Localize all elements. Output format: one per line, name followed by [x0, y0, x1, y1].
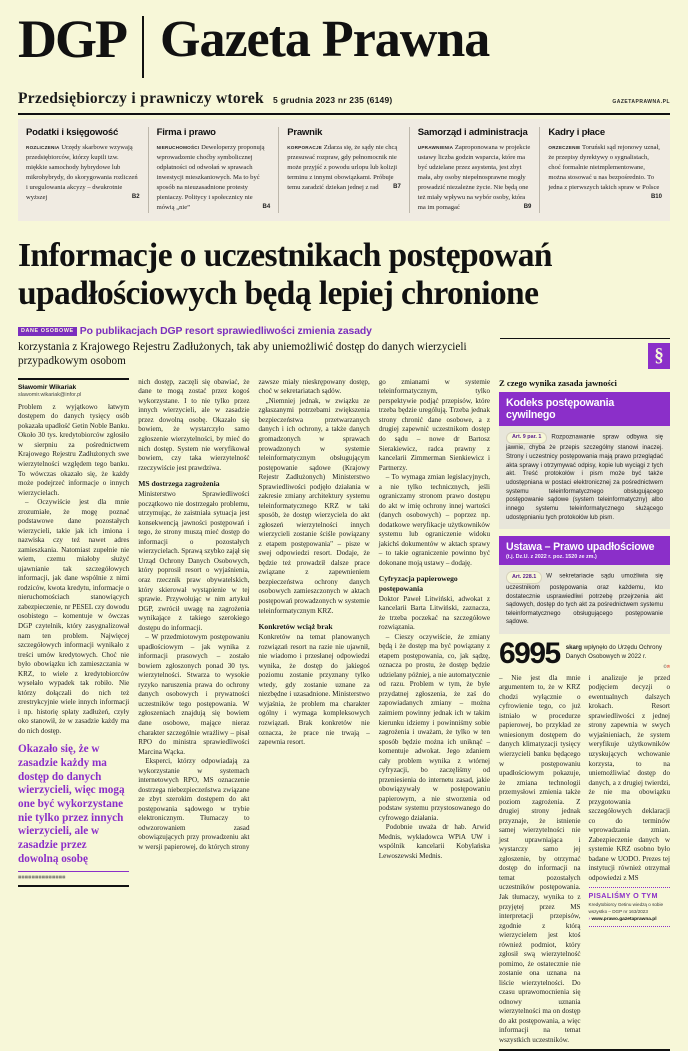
related-promo[interactable]	[589, 887, 671, 927]
section-body: Zaproponowana w projekcie ustawy liczba godzin wsparcia, które ma być udzielane przez asystenta, jest zbyt mała, aby osoby niepełnosprawne mogły prowadzić niezależne życie. Nie będą one też miały wpływu na wybór osoby, która ma im pomagać	[417, 144, 531, 212]
section-body: Zdarza się, że sądy nie chcą przesuwać rozpraw, gdy pełnomocnik nie może przyjść z powodu urlopu lub kolizji terminu z innymi obowiązkami. Próbuje temu zaradzić dziekan jednej z rad	[287, 144, 398, 192]
section-teaser-lawyer[interactable]	[278, 127, 409, 213]
masthead	[18, 0, 670, 78]
section-teaser-hr-payroll[interactable]	[539, 127, 670, 213]
lawbox-header	[499, 536, 670, 565]
paragraph: Podobnie uważa dr hab. Arwid Mednis, wykładowca WPiA UW i wspólnik kancelarii Kobylańska Lewoszewski Mednis.	[378, 823, 490, 860]
section-kicker: UPRAWNIENIA	[417, 145, 454, 150]
sidebar-rail	[499, 378, 670, 1051]
section-title: Firma i prawo	[156, 127, 216, 138]
article-badge: Art. 9 par. 1	[506, 432, 547, 445]
section-kicker: ORZECZENIE	[548, 145, 581, 150]
lawbox-title: Kodeks postępowania cywilnego	[506, 396, 615, 421]
logo-dgp[interactable]: DGP	[18, 9, 126, 69]
deck-row	[18, 321, 670, 369]
article-body	[18, 378, 670, 1051]
text-column-2	[138, 378, 249, 1051]
paragraph: Problem z wyjątkowo łatwym dostępem do danych tysięcy osób pokazała upadłość Getin Noble Banku. Około 30 tys. kredytobiorców zgłosiło w sierpniu za pośrednictwem Krajowego Rejestru Zadłużonych swe wierzytelności względem tego banku. To wówczas okazało się, że każdy może podejrzeć informacje o innych wierzycielach.	[18, 402, 130, 497]
pull-quote: Okazało się, że w zasadzie każdy ma dostęp do danych wierzycieli, więc mogą one być wykorzystane nie tylko przez innych wierzycieli, ale w zasadzie przez dowolną osobę	[18, 743, 125, 865]
text-column-4	[379, 378, 490, 1051]
paragraph: „Niemniej jednak, w związku ze zgłaszanymi potrzebami zwiększenia bezpieczeństwa przetwarzanych danych i ich ochrony, a także danych gromadzonych w sprawach prowadzonych w systemie teleinformatycznym obsługującym postępowanie sądowe (Krajowy Rejestr Zadłużonych) Ministerstwo Sprawiedliwości podjęło działania w zakresie zmiany architektury systemu teleinformatycznego KRZ w taki sposób, że dostęp wierzyciela do akt zgłoszeń wierzytelności innych wierzycieli zostanie ściśle powiązany z etapem postępowania" – pisze w swej odpowiedzi resort. Dodaje, że będzie też prowadził dalsze prace związane z zapewnieniem bezpieczeństwa ochrony danych osobowych zamieszczonych w aktach postępowań prowadzonych w systemie teleinformatycznym KRZ.	[258, 396, 370, 615]
lawbox-civil-procedure	[499, 392, 670, 529]
logo-title[interactable]: Gazeta Prawna	[160, 11, 490, 68]
statistic-source: ©℗	[663, 663, 670, 669]
paragraph: – Cieszy oczywiście, że zmiany będą i że dostęp ma być powiązany z etapem postępowania, co, jak sądzę, oznacza po prostu, że dostęp będzie udzielany później, a nie automatycznie od razu. Problem w tym, że byłe przydatnej zgłoszenia, że zaś do zapowiadanych zmiany – można zaimiem powinny jednak ich w takim kierunku idziemy i powinniśmy sobie zagrożenia i uważam, że tylko w ten sposób będzie można ich uniknąć – komentuje adwokat. Jego zdaniem cały problem wynika z wtórnej cyfryzacji, bo zaczęliśmy od przeniesienia do internetu zasad, jakie obowiązywały w postępowaniu papierowym, a nie stworzenia od podstaw systemu przystosowanego do cyfrowego działania.	[378, 632, 490, 822]
article-badge: Art. 228.1	[506, 571, 542, 584]
text-column-3	[259, 378, 370, 1051]
paragraph: Ministerstwo Sprawiedliwości początkowo nie dostrzegało problemu, utrzymując, że zaistniała sytuacja jest konsekwencją jawności postępowań i tego, że strony muszą mieć dostęp do informacji o pozostałych wierzycielach. Sprawą szybko zajął się Urząd Ochrony Danych Osobowych, który poprosił resort o wyjaśnienia, oraz rzecznik praw obywatelskich, który skierował wystąpienie w tej sprawie. Przywołując w nim artykuł DGP, zwrócił uwagę na zagrożenia wynikające z takiego szerokiego dostępu do informacji.	[138, 490, 250, 632]
lawbox-header	[499, 392, 670, 426]
pull-quote-rule: ▩▩▩▩▩▩▩▩▩▩▩▩▩▩	[18, 871, 129, 880]
rail-column-2	[589, 674, 671, 1046]
section-body: Urzędy skarbowe wzywają przedsiębiorców, którzy kupili tzw. miękkie samochody hybrydowe lub mikrohybrydy, do skorygowania rozliczeń i uregulowania akcyzy – dwukrotnie wyższej	[26, 144, 138, 202]
paragraph: – Oczywiście jest dla mnie zrozumiałe, że mogę poznać podstawowe dane pozostałych wierzycieli, takie jak ich imiona i nazwiska czy też nawet adres zamieszkania. Natomiast zupełnie nie wiem, czemu miałoby służyć ujawnianie tak szczegółowych informacji, jak dane wspólnie z nimi rodziców, kwota kredytu, informacje o nieruchomościach stanowiących zabezpieczenie, nr PESEL czy dowodu osobistego – komentuje w ówczas DGP czytelnik, który zasygnalizował nam ten problem. Najwięcej szczegółowych informacji wynikało z treści umów kredytowych. Choć nie było obowiązku ich zamieszczania w KRZ, to wiele z kredytobiorców wysełało wypadek tak robiło. Nie którzy dołączali do nich też zrestrykcyjnie wiele innych informacji i np. historię spłaty zadłużeń, czyły oko stanowił, że w zasadzie każdy ma do nich dostęp.	[18, 498, 130, 735]
subheading: MS dostrzega zagrożenia	[138, 479, 220, 489]
paragraph: i analizuje je przed podjęciem decyzji o ewentualnych dalszych krokach. Resort sprawiedliwości z jednej strony zapewnia w swych wyjaśnieniach, że system weryfikuje użytkowników uzyskujących wchowanie korzysta, to na uniemożliwiać dostęp do danych, a z drugiej twierdzi, że nie ma obowiązku przygotowania szczegółowych deklaracji co do terminów wprowadzania zmian. Zabezpieczenie danych w systemie KRZ osobno było badane w UODO. Prezes tej instytucji również otrzymał odpowiedzi z MS	[588, 673, 670, 882]
lawbox-title: Ustawa – Prawo upadłościowe	[506, 541, 655, 554]
lawbox-text: W sekretariacie sądu umożliwia się uczestnikom postępowania oraz każdemu, kto dostatecznie usprawiedliwi potrzebę przejrzenia akt sądowych, dostęp do tych akt za pośrednictwem systemu teleinformatycznego obsługującego postępowanie sądowe.	[506, 572, 663, 626]
section-teaser-taxes[interactable]	[18, 127, 148, 213]
page-ref: B4	[262, 204, 271, 211]
brandmark: GAZETAPRAWNA.PL	[612, 99, 670, 105]
rail-heading: Z czego wynika zasada jawności	[499, 377, 617, 388]
page-ref: B9	[523, 204, 532, 211]
section-title: Samorząd i administracja	[417, 127, 528, 138]
page-ref: B2	[131, 194, 140, 201]
section-text	[548, 143, 662, 201]
section-kicker: NIERUCHOMOŚCI	[156, 145, 200, 150]
section-kicker: KORPORACJE	[287, 145, 323, 150]
statistic-text	[566, 641, 670, 662]
pull-quote-bottom-rule	[18, 885, 129, 887]
main-text-columns	[18, 378, 490, 1051]
author-email[interactable]: slawomir.wikariak@infor.pl	[18, 391, 82, 398]
rail-column-1	[499, 674, 581, 1046]
deck-rest: korzystania z Krajowego Rejestru Zadłużonych, tak aby uniemożliwić dostęp do danych wierzycieli przypadkowym osobom	[18, 341, 467, 368]
statistic-block	[499, 637, 670, 671]
promo-heading: PISALIŚMY O TYM	[588, 891, 658, 901]
issue-info: 5 grudnia 2023 nr 235 (6149)	[272, 95, 393, 105]
section-text	[26, 143, 140, 203]
author-name: Sławomir Wikariak	[18, 383, 77, 391]
statistic-unit: skarg	[565, 644, 583, 652]
lawbox-text: Rozpoznawanie spraw odbywa się jawnie, chyba że przepis szczególny stanowi inaczej. Strony i uczestnicy postępowania mają prawo przeglądać akta sprawy i otrzymywać odpisy, kopie lub wyciągi z tych akt. Treść protokołów i pism może być także udostępniana w postaci elektronicznej za pośrednictwem systemu teleinformatycznego obsługującego postępowanie sądowe (system teleinformatyczny) albo innego systemu teleinformatycznego służącego udostępnianiu tych protokołów lub pism.	[506, 433, 663, 521]
page-ref: B10	[650, 194, 662, 201]
section-teaser-local-government[interactable]	[409, 127, 540, 213]
paragraph: zawsze miały nieskrępowany dostęp, choć w sekretariatach sądów.	[258, 377, 370, 396]
subheading: Cyfryzacja papierowego postępowania	[378, 574, 458, 593]
section-text	[157, 143, 271, 213]
section-title: Kadry i płace	[548, 127, 605, 138]
subheading: Konkretów wciąż brak	[258, 622, 333, 632]
rail-text-columns	[499, 674, 670, 1046]
paragraph: go zmianami w systemie teleinformatycznym, tylko perspektywie podjąć przepisów, które trzeba będzie urególują. Trzeba jednak strony chronić dane osobowe, a z drugiej zapewnić uczestnikom dostęp do sądu – nowe dr Bartosz Sierakiewicz, radca prawny z kancelarii Zimmerman Sienkiewicz i Partnerzy.	[378, 377, 490, 472]
tagline: Przedsiębiorczy i prawniczy wtorek	[18, 90, 264, 107]
section-kicker: ROZLICZENIA	[26, 145, 60, 150]
paragraph: Konkretów na temat planowanych rozwiązań resort na razie nie ujawnił, nie wiadomo i przesłanej odpowiedzi wynika, że dostęp do jakiegoś poziomu zostanie przyznany tylko wtedy, gdy zostanie uznane za niezbędne i uzasadnione. Ministerstwo wyjaśnia, że problem ma charakter ogólny i wymaga kompleksowych rozwiązań. Brak konkretów nie oznacza, że prace nie trwają – zapewnia resort.	[258, 633, 370, 747]
lawbox-subtitle: (t.j. Dz.U. z 2022 r. poz. 1520 ze zm.)	[506, 554, 597, 561]
paragraph: Eksperci, którzy odpowiadają za wykorzystanie w systemach internetowych RPO, MS oznaczenie dostrzega niebezpieczeństwa związane ze zbyt szerokim dostępem do akt postępowania sądowego w trybie elektronicznym. Tłumaczy to odwzorowaniem zasad obowiązujących przy prowadzeniu akt w wersji papierowej, do których strony	[138, 757, 250, 851]
lawbox-body	[499, 565, 670, 634]
paragraph: Doktor Paweł Litwiński, adwokat z kancelarii Barta Litwiński, zaznacza, że trzeba poczekać na szczegółowe rozwiązania.	[378, 594, 490, 632]
section-body: Toruński sąd rejonowy uznał, że przepisy dyrektywy o sygnalistach, choć formalnie nieimplementowane, można stosować u nas bezpośrednio. To jedna z pierwszych takich spraw w Polsce	[548, 144, 660, 192]
text-column-1	[18, 378, 129, 1051]
paragraph-sigil-icon: §	[648, 343, 670, 369]
promo-line: Kredytobiorcy Getinu wiedzą o sobie wszystko – DGP nr 163/2023	[588, 902, 664, 915]
paragraph: – To wymaga zmian legislacyjnych, a nie tylko technicznych, jeśli ograniczamy stronom prawo dostępu do akt w imię ochrony innej wartości (danych osobowych) – poprzez np. dodatkowe weryfikacje użytkowników systemu lub ograniczenie widoku jakichś dokumentów w aktach sprawy – to takie ograniczenie powinno być dokonane moją ustawy – dodaję.	[378, 473, 490, 567]
lawbox-body	[499, 426, 670, 529]
page-title: Informacje o uczestnikach postępowań upadłościowych będą lepiej chronione	[18, 237, 552, 312]
promo-url[interactable]: › www.prawo.gazetaprawna.pl	[589, 917, 671, 922]
paragraph: – Nie jest dla mnie argumentem to, że w KRZ chodzi wyłącznie o cyfrowienie tego, co już istniało w procedurze papierowej, bo przykład ze wniesionym dostępem do danych klimatyzacji tysięcy wierzycieli banku będącego w postępowaniu upadłościowym pokazuje, że zmiana technologii przemysłowi zmienia także poziom zagrożenia. Z drugiej strony jednak przyznaje, że istnienie samej wierzytelności nie jest uprawniająca i wystarczy samo jej zgłoszenie, by otrzymać dostęp do informacji na temat pozostałych uczestników postępowania. Jak tłumaczy, wynika to z przyjętej przez MS interpretacji przepisów, zgodnie z którą wierzycielem jest ktoś również podmiot, który zgłosił swą wierzytelność pomimo, że ostatecznie nie zostanie ona uznana na liście wierzytelności. Do czasu uprawomocnienia się odnowy uznania wierzytelności ma on dostęp do akt postępowania, a więc informacji na temat wszystkich uczestników.	[499, 673, 581, 1044]
paragraph: – W przedmiotowym postępowaniu upadłościowym – jak wynika z informacji prasowych – zostało bowiem zgłoszonych ponad 30 tys. wierzytelności. Stwarza to wysokie ryzyko naruszenia prawa do ochrony danych osobowych i prywatności uczestników tego postępowania. W zgłoszeniach znajdują się bowiem dane osobowe, mające nieraz charakter szczególnie wrażliwy – pisał RPO do ministra sprawiedliwości Marcina Wącka.	[138, 633, 250, 756]
tagline-row	[18, 90, 670, 108]
section-text	[418, 143, 532, 213]
byline	[18, 378, 129, 398]
deck-label-badge: DANE OSOBOWE	[18, 327, 77, 336]
paragraph: nich dostęp, zaczęli się obawiać, że dane te mogą zostać przez kogoś wykorzystane. I to nie tylko przez innych wierzycieli, ale w zasadzie przez dowolną osobę. Okazało się bowiem, że wystarczyło samo zgłoszenie wierzytelności, by mieć do nich dostęp. System nie weryfikował bowiem, czy taka wierzytelność rzeczywiście jest prawdziwa.	[138, 377, 250, 472]
section-text	[287, 143, 401, 193]
section-body: Deweloperzy proponują wprowadzenie choćby symbolicznej odpłatności od odwołań w sprawach inwestycji mieszkaniowych. Ma to być sposób na nieuzasadnione protesty pieniaczy. Politycy i społecznicy nie mówią „nie”	[156, 144, 265, 212]
statistic-desc: wpłynęło do Urzędu Ochrony Danych Osobowych w 2022 r.	[565, 644, 662, 660]
section-teaser-strip	[18, 119, 670, 221]
section-teaser-company-law[interactable]	[148, 127, 279, 213]
section-title: Prawnik	[287, 127, 323, 138]
section-title: Podatki i księgowość	[26, 127, 119, 138]
page-ref: B7	[393, 184, 401, 191]
article-deck	[18, 321, 490, 369]
logo-divider	[142, 16, 144, 78]
masthead-rule	[18, 113, 670, 115]
lawbox-bankruptcy-law	[499, 536, 670, 634]
statistic-number: 6995	[499, 637, 560, 671]
deck-lead: Po publikacjach DGP resort sprawiedliwości zmienia zasady	[79, 326, 372, 338]
